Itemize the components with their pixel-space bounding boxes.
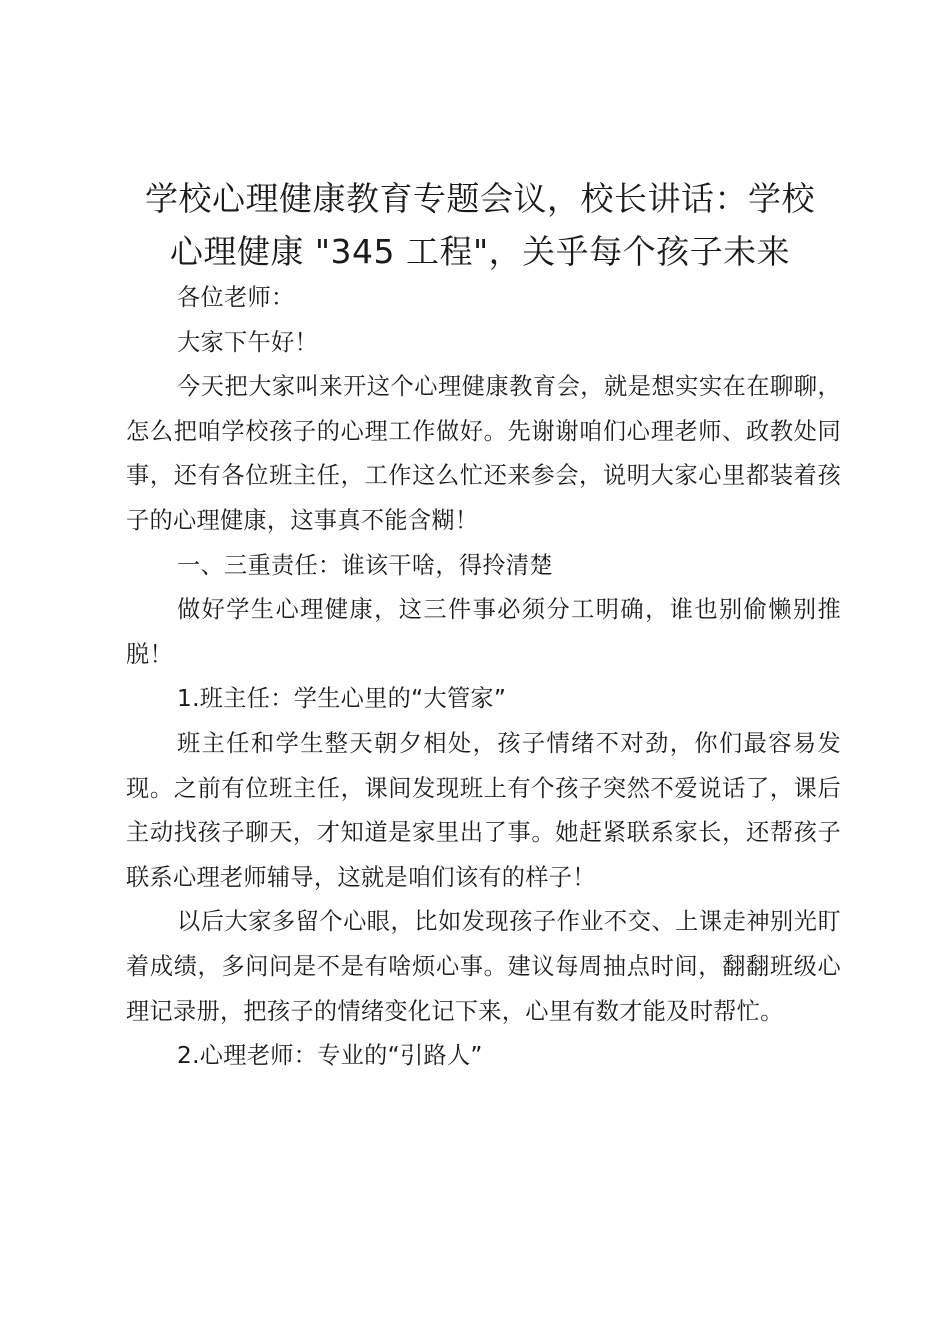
greeting: 大家下午好！ [177, 328, 318, 356]
paragraph-head-teacher-example: 班主任和学生整天朝夕相处，孩子情绪不对劲，你们最容易发现。之前有位班主任，课间发现班上有个孩子突然不爱说话了，课后主动找孩子聊天，才知道是家里出了事。她赶紧联系家长，还帮孩子联系心理老师辅导，这就是咱们该有的样子！ [126, 729, 841, 891]
salutation: 各位老师： [177, 284, 295, 311]
paragraph-head-teacher-advice: 以后大家多留个心眼，比如发现孩子作业不交、上课走神别光盯着成绩，多问问是不是有啥烦心事。建议每周抽点时间，翻翻班级心理记录册，把孩子的情绪变化记下来，心里有数才能及时帮忙。 [126, 908, 841, 1025]
section-heading-1: 一、三重责任：谁该干啥，得拎清楚 [177, 551, 553, 579]
paragraph-responsibilities: 做好学生心理健康，这三件事必须分工明确，谁也别偷懒别推脱！ [126, 596, 841, 668]
paragraph-intro: 今天把大家叫来开这个心理健康教育会，就是想实实在在聊聊，怎么把咱学校孩子的心理工作做好。先谢谢咱们心理老师、政教处同事，还有各位班主任，工作这么忙还来参会，说明大家心里都装着孩子的心理健康，这事真不能含糊！ [126, 373, 841, 534]
document-body [126, 276, 841, 1079]
document-title [110, 172, 850, 278]
title-line-2: 心理健康 "345 工程"，关乎每个孩子未来 [169, 232, 791, 271]
subheading-head-teacher: 1.班主任：学生心里的“大管家” [177, 685, 507, 713]
subheading-psych-teacher: 2.心理老师：专业的“引路人” [177, 1042, 483, 1070]
title-line-1: 学校心理健康教育专题会议，校长讲话：学校 [145, 179, 815, 218]
